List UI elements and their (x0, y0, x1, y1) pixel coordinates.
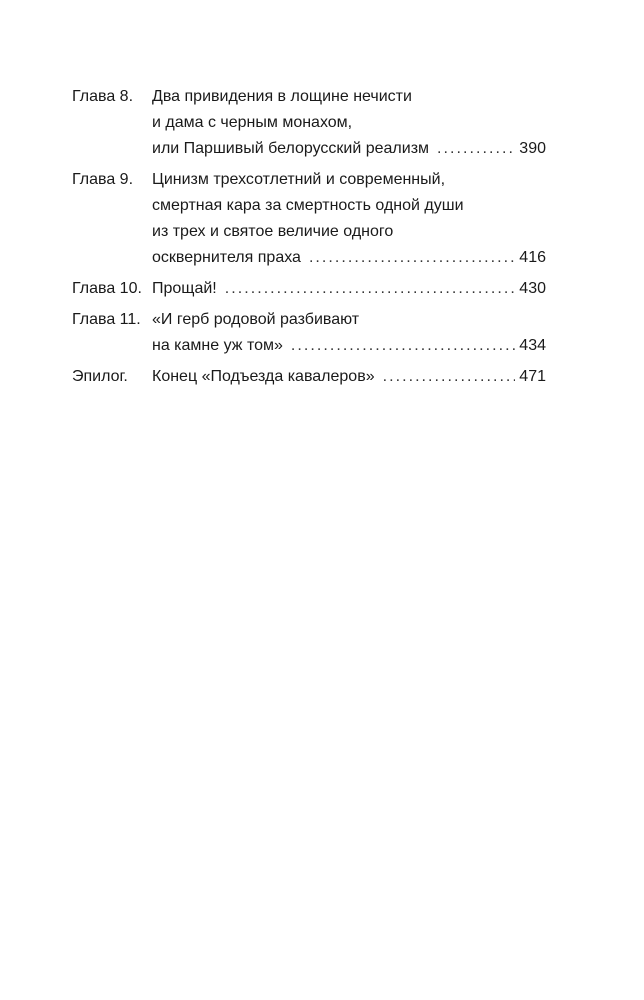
toc-entry-chapter-8[interactable] (72, 84, 546, 162)
page-number: 430 (519, 280, 546, 297)
chapter-title-line: Прощай! (152, 280, 217, 297)
chapter-title-last-line (152, 245, 546, 271)
chapter-title-last-line (152, 276, 546, 302)
chapter-title (152, 364, 546, 390)
dot-leader (309, 245, 515, 271)
dot-leader (437, 136, 515, 162)
chapter-title-last-line (152, 333, 546, 359)
dot-leader (291, 333, 515, 359)
chapter-title (152, 307, 546, 359)
chapter-title-line: Конец «Подъезда кавалеров» (152, 368, 375, 385)
chapter-title-last-line (152, 136, 546, 162)
chapter-title-line: из трех и святое величие одного (152, 223, 394, 240)
dot-leader (383, 364, 516, 390)
chapter-title-line: Цинизм трехсотлетний и современный, (152, 171, 446, 188)
dot-leader (225, 276, 516, 302)
chapter-label: Глава 11. (72, 311, 141, 328)
chapter-title-line: осквернителя праха (152, 249, 301, 266)
toc-entry-chapter-10[interactable] (72, 276, 546, 302)
chapter-title-line: смертная кара за смертность одной души (152, 197, 464, 214)
toc-entry-epilogue[interactable] (72, 364, 546, 390)
page-number: 390 (519, 140, 546, 157)
chapter-title-line: на камне уж том» (152, 337, 283, 354)
chapter-title (152, 167, 546, 271)
chapter-label: Глава 10. (72, 280, 142, 297)
page-number: 471 (519, 368, 546, 385)
chapter-title-line: и дама с черным монахом, (152, 114, 353, 131)
chapter-title (152, 276, 546, 302)
table-of-contents (72, 84, 546, 395)
chapter-label: Глава 9. (72, 171, 134, 188)
chapter-title (152, 84, 546, 162)
toc-entry-chapter-11[interactable] (72, 307, 546, 359)
chapter-title-line: Два привидения в лощине нечисти (152, 88, 412, 105)
chapter-label: Эпилог. (72, 368, 128, 385)
page-number: 416 (519, 249, 546, 266)
toc-entry-chapter-9[interactable] (72, 167, 546, 271)
page-number: 434 (519, 337, 546, 354)
chapter-title-line: «И герб родовой разбивают (152, 311, 360, 328)
chapter-label: Глава 8. (72, 88, 134, 105)
chapter-title-line: или Паршивый белорусский реализм (152, 140, 430, 157)
chapter-title-last-line (152, 364, 546, 390)
